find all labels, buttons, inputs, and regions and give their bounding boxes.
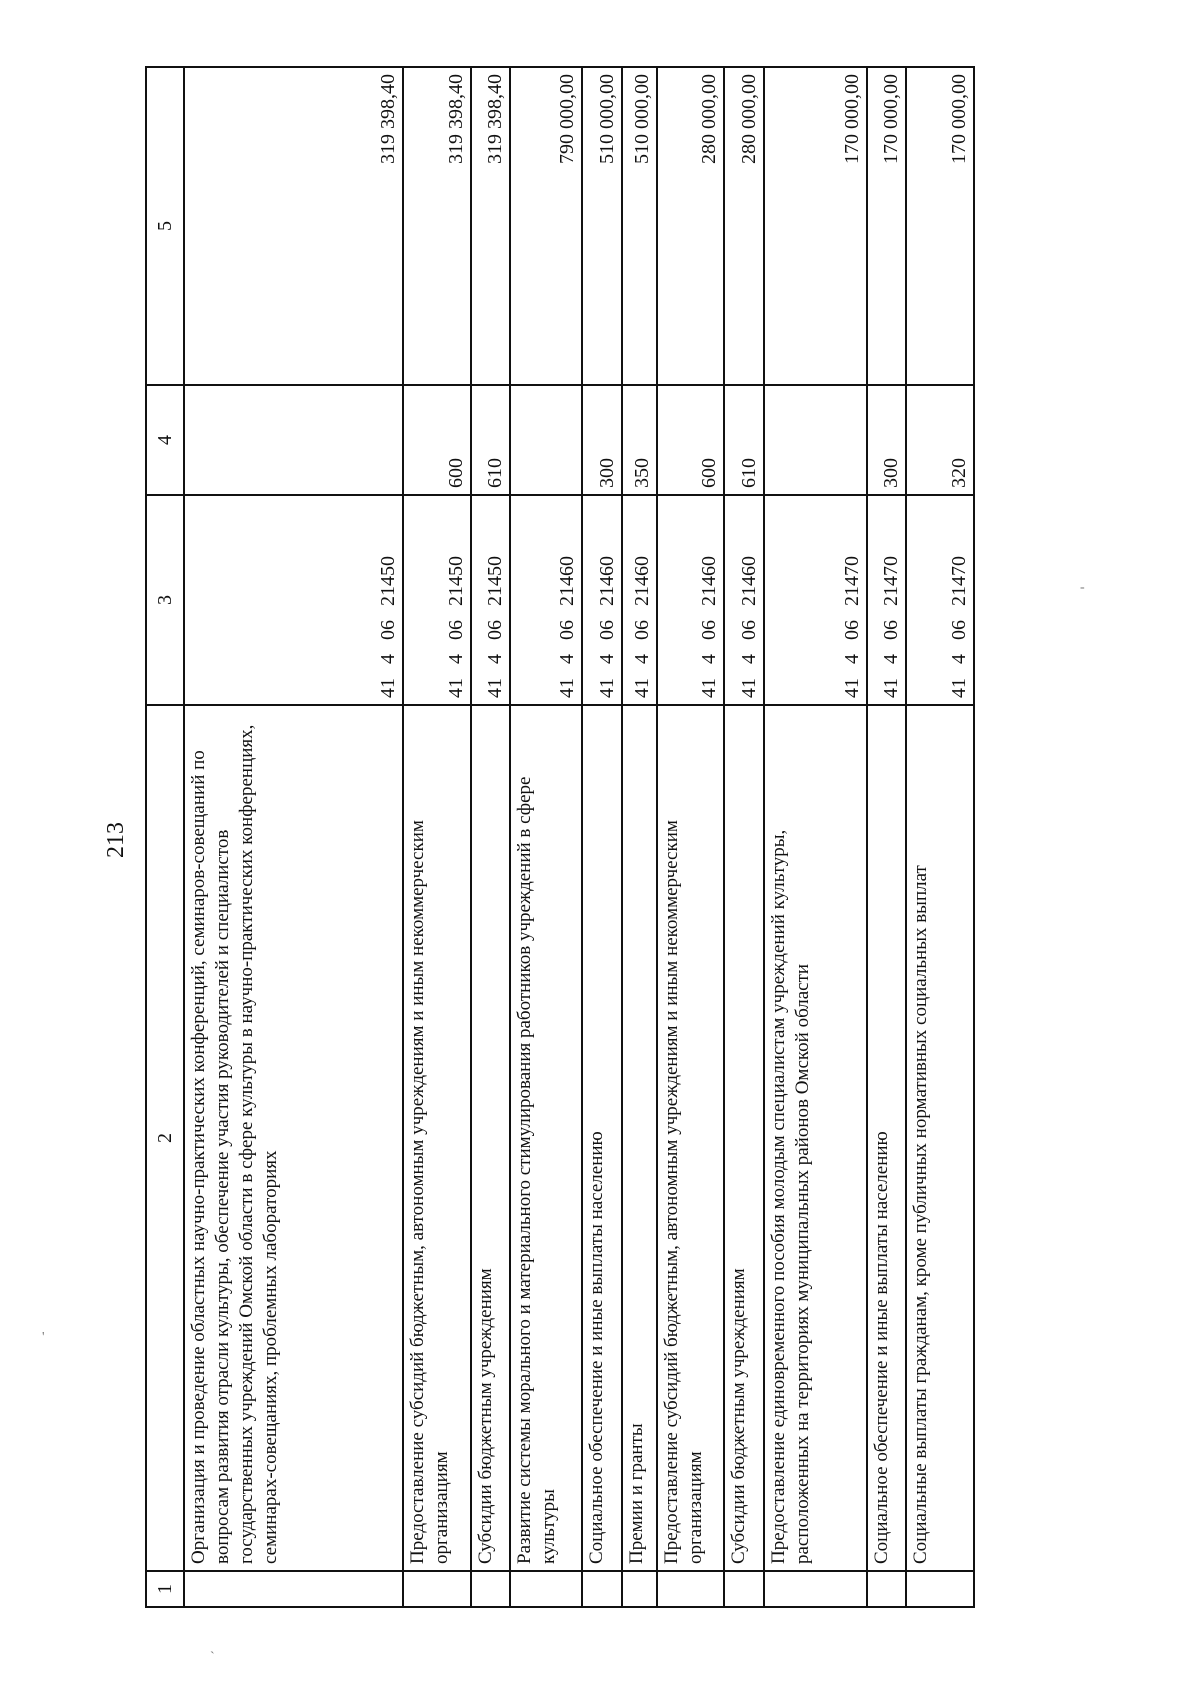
table-row bbox=[510, 67, 582, 1607]
classification-code-cell: 41 4 06 21470 bbox=[867, 495, 906, 705]
amount-cell: 790 000,00 bbox=[510, 67, 582, 385]
table-row bbox=[622, 67, 657, 1607]
expense-type-cell: 600 bbox=[657, 385, 725, 495]
table-row bbox=[764, 67, 867, 1607]
row-index-cell bbox=[906, 1571, 974, 1607]
amount-cell: 170 000,00 bbox=[906, 67, 974, 385]
col-header-1: 1 bbox=[146, 1571, 184, 1607]
budget-table bbox=[145, 66, 975, 1608]
classification-code-cell: 41 4 06 21470 bbox=[906, 495, 974, 705]
scan-speck: ' bbox=[42, 1330, 45, 1345]
expense-name-cell: Организация и проведение областных научно-практических конференций, семинаров-совещаний по вопросам развития отрасли культуры, обеспечение участия руководителей и специалистов государственных учреждений Омской области в сфере культуры в научно-практических конференциях, семинарах-совещаниях, проблемных лабораториях bbox=[184, 705, 403, 1571]
table-row bbox=[403, 67, 471, 1607]
expense-name-cell: Развитие системы морального и материального стимулирования работников учреждений в сфере культуры bbox=[510, 705, 582, 1571]
expense-name-cell: Предоставление субсидий бюджетным, автономным учреждениям и иным некоммерческим организациям bbox=[403, 705, 471, 1571]
expense-type-cell bbox=[510, 385, 582, 495]
header-row bbox=[146, 67, 184, 1607]
expense-type-cell: 300 bbox=[867, 385, 906, 495]
row-index-cell bbox=[657, 1571, 725, 1607]
amount-cell: 170 000,00 bbox=[764, 67, 867, 385]
table-row bbox=[582, 67, 621, 1607]
amount-cell: 319 398,40 bbox=[403, 67, 471, 385]
expense-name-cell: Премии и гранты bbox=[622, 705, 657, 1571]
row-index-cell bbox=[184, 1571, 403, 1607]
row-index-cell bbox=[867, 1571, 906, 1607]
amount-cell: 319 398,40 bbox=[471, 67, 510, 385]
expense-name-cell: Субсидии бюджетным учреждениям bbox=[471, 705, 510, 1571]
expense-name-cell: Субсидии бюджетным учреждениям bbox=[724, 705, 763, 1571]
expense-name-cell: Социальное обеспечение и иные выплаты населению bbox=[582, 705, 621, 1571]
amount-cell: 280 000,00 bbox=[657, 67, 725, 385]
classification-code-cell: 41 4 06 21450 bbox=[471, 495, 510, 705]
table-row bbox=[724, 67, 763, 1607]
table-row bbox=[867, 67, 906, 1607]
amount-cell: 319 398,40 bbox=[184, 67, 403, 385]
expense-name-cell: Предоставление единовременного пособия молодым специалистам учреждений культуры, расположенных на территориях муниципальных районов Омской области bbox=[764, 705, 867, 1571]
classification-code-cell: 41 4 06 21470 bbox=[764, 495, 867, 705]
budget-table-container bbox=[145, 68, 975, 1608]
amount-cell: 510 000,00 bbox=[582, 67, 621, 385]
col-header-5: 5 bbox=[146, 67, 184, 385]
table-row bbox=[657, 67, 725, 1607]
page-number: 213 bbox=[103, 822, 129, 858]
expense-type-cell: 320 bbox=[906, 385, 974, 495]
scan-speck: - bbox=[1080, 580, 1085, 595]
classification-code-cell: 41 4 06 21460 bbox=[657, 495, 725, 705]
classification-code-cell: 41 4 06 21460 bbox=[622, 495, 657, 705]
amount-cell: 170 000,00 bbox=[867, 67, 906, 385]
col-header-4: 4 bbox=[146, 385, 184, 495]
expense-type-cell: 600 bbox=[403, 385, 471, 495]
expense-type-cell: 610 bbox=[471, 385, 510, 495]
expense-name-cell: Предоставление субсидий бюджетным, автономным учреждениям и иным некоммерческим организациям bbox=[657, 705, 725, 1571]
expense-type-cell: 350 bbox=[622, 385, 657, 495]
row-index-cell bbox=[764, 1571, 867, 1607]
table-row bbox=[184, 67, 403, 1607]
table-row bbox=[471, 67, 510, 1607]
classification-code-cell: 41 4 06 21460 bbox=[510, 495, 582, 705]
row-index-cell bbox=[403, 1571, 471, 1607]
classification-code-cell: 41 4 06 21450 bbox=[403, 495, 471, 705]
classification-code-cell: 41 4 06 21460 bbox=[582, 495, 621, 705]
expense-name-cell: Социальное обеспечение и иные выплаты населению bbox=[867, 705, 906, 1571]
row-index-cell bbox=[724, 1571, 763, 1607]
amount-cell: 510 000,00 bbox=[622, 67, 657, 385]
expense-type-cell: 300 bbox=[582, 385, 621, 495]
expense-type-cell bbox=[764, 385, 867, 495]
col-header-2: 2 bbox=[146, 705, 184, 1571]
classification-code-cell: 41 4 06 21450 bbox=[184, 495, 403, 705]
col-header-3: 3 bbox=[146, 495, 184, 705]
scan-speck: ` bbox=[210, 1650, 215, 1665]
row-index-cell bbox=[510, 1571, 582, 1607]
row-index-cell bbox=[622, 1571, 657, 1607]
expense-name-cell: Социальные выплаты гражданам, кроме публичных нормативных социальных выплат bbox=[906, 705, 974, 1571]
row-index-cell bbox=[582, 1571, 621, 1607]
expense-type-cell: 610 bbox=[724, 385, 763, 495]
expense-type-cell bbox=[184, 385, 403, 495]
table-row bbox=[906, 67, 974, 1607]
amount-cell: 280 000,00 bbox=[724, 67, 763, 385]
row-index-cell bbox=[471, 1571, 510, 1607]
classification-code-cell: 41 4 06 21460 bbox=[724, 495, 763, 705]
